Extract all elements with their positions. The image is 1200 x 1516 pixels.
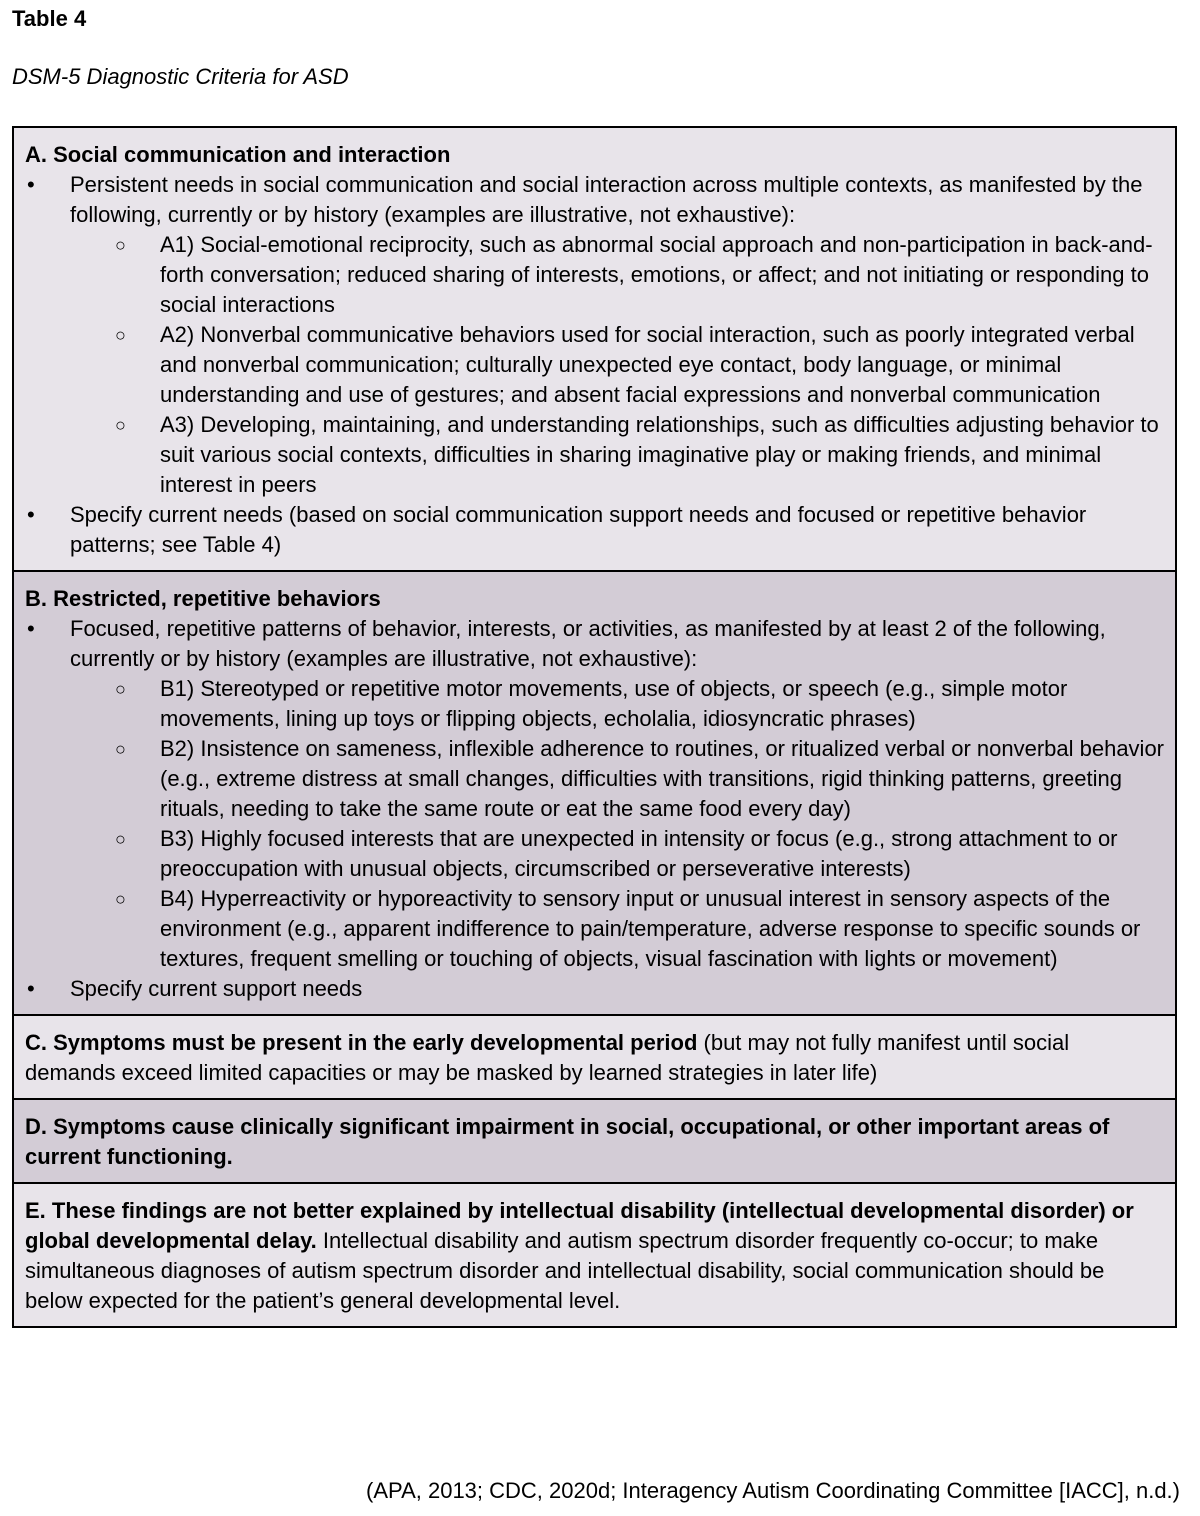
list-item: ○ A3) Developing, maintaining, and understanding relationships, such as difficulties adjusting behavior to suit various social contexts, difficulties in sharing imaginative play or making friends, and minimal interest in peers — [115, 412, 1159, 497]
circle-bullet-icon: ○ — [115, 679, 126, 699]
bullet-icon: • — [27, 502, 35, 527]
section-d-heading: D. Symptoms cause clinically significant impairment in social, occupational, or other important areas of current functioning. — [25, 1114, 1110, 1169]
list-item: • Focused, repetitive patterns of behavior, interests, or activities, as manifested by at least 2 of the following, currently or by history (examples are illustrative, not exhaustive): — [27, 616, 1106, 671]
circle-bullet-icon: ○ — [115, 829, 126, 849]
circle-bullet-icon: ○ — [115, 739, 126, 759]
section-b-heading: B. Restricted, repetitive behaviors — [25, 586, 381, 611]
list-item: • Specify current support needs — [25, 974, 1165, 1004]
list-item: ○ A1) Social-emotional reciprocity, such as abnormal social approach and non-participation in back-and-forth conversation; reduced sharing of interests, emotions, or affect; and not initiating or responding to social interactions — [115, 232, 1153, 317]
list-item: ○ A2) Nonverbal communicative behaviors used for social interaction, such as poorly integrated verbal and nonverbal communication; culturally unexpected eye contact, body language, or minimal understanding and use of gestures; and absent facial expressions and nonverbal communication — [115, 322, 1135, 407]
section-e-heading: E. These findings are not better explained by intellectual disability (intellectual developmental disorder) or global developmental delay. — [25, 1198, 1134, 1253]
list-item: • Persistent needs in social communication and social interaction across multiple contexts, as manifested by the following, currently or by history (examples are illustrative, not exhaustive): — [27, 172, 1143, 227]
table-label: Table 4 — [12, 6, 87, 31]
section-c-heading: C. Symptoms must be present in the early developmental period — [25, 1030, 698, 1055]
section-b — [14, 570, 1175, 1014]
list-item: • Specify current needs (based on social communication support needs and focused or repetitive behavior patterns; see Table 4) — [27, 502, 1087, 557]
table-title: DSM-5 Diagnostic Criteria for ASD — [12, 64, 349, 89]
bullet-icon: • — [27, 616, 35, 641]
section-a-heading: A. Social communication and interaction — [25, 142, 451, 167]
list-item: ○ B1) Stereotyped or repetitive motor movements, use of objects, or speech (e.g., simple motor movements, lining up toys or flipping objects, echolalia, idiosyncratic phrases) — [115, 676, 1068, 731]
list-item: ○ B2) Insistence on sameness, inflexible adherence to routines, or ritualized verbal or nonverbal behavior (e.g., extreme distress at small changes, difficulties with transitions, rigid thinking patterns, greeting rituals, needing to take the same route or eat the same food every day) — [115, 736, 1165, 821]
circle-bullet-icon: ○ — [115, 235, 126, 255]
bullet-icon: • — [27, 172, 35, 197]
bullet-icon: • — [27, 976, 35, 1001]
section-a — [14, 128, 1175, 570]
section-e: E. These findings are not better explained by intellectual disability (intellectual developmental disorder) or global developmental delay. Intellectual disability and autism spectrum disorder frequently co-occur; to make simultaneous diagnoses of autism spectrum disorder and intellectual disability, social communication should be below expected for the patient’s general developmental level. — [14, 1182, 1175, 1326]
circle-bullet-icon: ○ — [115, 889, 126, 909]
section-d — [14, 1098, 1175, 1182]
circle-bullet-icon: ○ — [115, 325, 126, 345]
list-item: ○ B3) Highly focused interests that are unexpected in intensity or focus (e.g., strong attachment to or preoccupation with unusual objects, circumscribed or perseverative interests) — [115, 826, 1118, 881]
citation: (APA, 2013; CDC, 2020d; Interagency Autism Coordinating Committee [IACC], n.d.) — [366, 1478, 1180, 1503]
list-item: ○ B4) Hyperreactivity or hyporeactivity to sensory input or unusual interest in sensory aspects of the environment (e.g., apparent indifference to pain/temperature, adverse response to specific sounds or textures, frequent smelling or touching of objects, visual fascination with lights or movement) — [115, 886, 1141, 971]
section-c: C. Symptoms must be present in the early developmental period (but may not fully manifest until social demands exceed limited capacities or may be masked by learned strategies in later life) — [14, 1014, 1175, 1098]
criteria-table — [12, 126, 1177, 1328]
circle-bullet-icon: ○ — [115, 415, 126, 435]
